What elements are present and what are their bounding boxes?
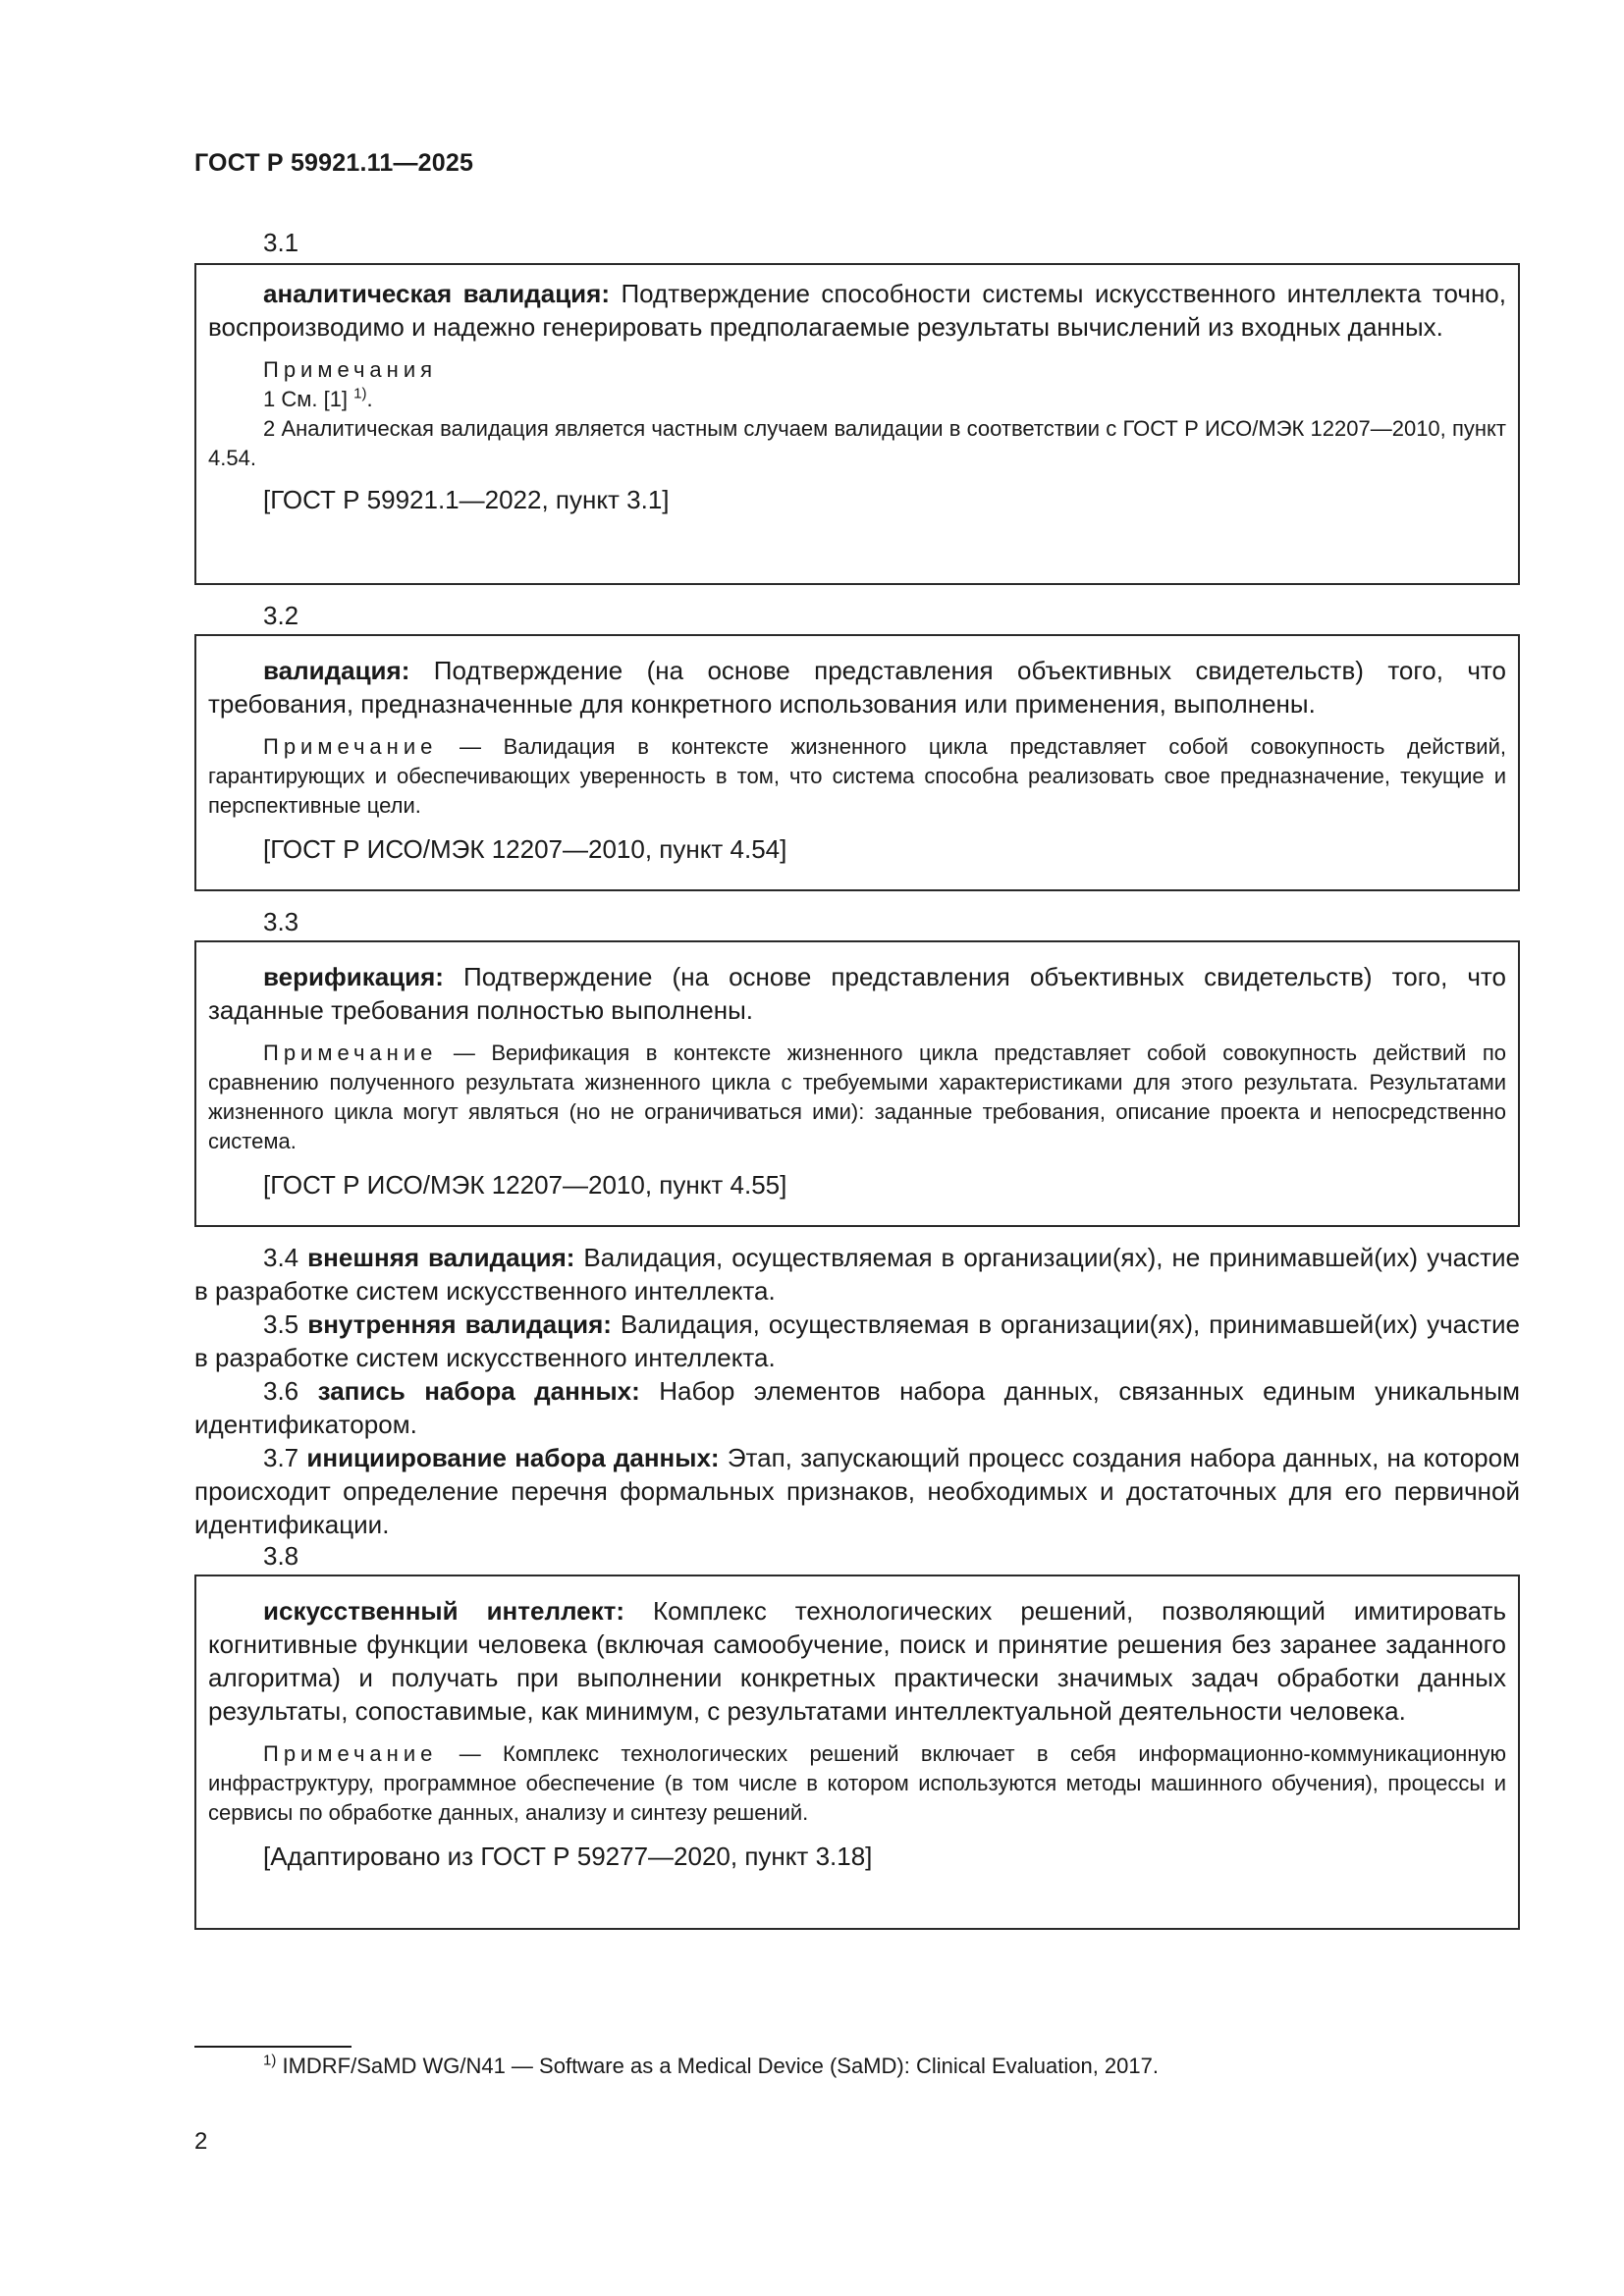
definition-text: Набор элементов набора данных, связанных единым уникальным идентификатором. <box>194 1376 1521 1439</box>
term-name: инициирование набора данных: <box>306 1443 720 1472</box>
note-text: — Комплекс технологических решений включает в себя информационно-коммуникационную инфраструктуру, программное обеспечение (в том числе в котором используются методы машинного обучения), процессы и сервисы по обработке данных, анализу и синтезу решений. <box>208 1741 1506 1825</box>
note-2: 2 Аналитическая валидация является частным случаем валидации в соответствии с ГОСТ Р ИСО/МЭК 12207—2010, пункт 4.54. <box>208 416 1506 470</box>
footnote-text: IMDRF/SaMD WG/N41 — Software as a Medical Device (SaMD): Clinical Evaluation, 2017. <box>282 2054 1159 2078</box>
definition-text: Этап, запускающий процесс создания набора данных, на котором происходит определение перечня формальных признаков, необходимых и достаточных для его первичной идентификации. <box>194 1443 1520 1539</box>
footnote-marker: 1) <box>263 2052 277 2069</box>
term-paragraph-3-4: 3.4 внешняя валидация: Валидация, осуществляемая в организации(ях), не принимавшей(их) участие в разработке систем искусственного интеллекта. <box>194 1243 1520 1306</box>
term-paragraph-3-6: 3.6 запись набора данных: Набор элементов набора данных, связанных единым уникальным идентификатором. <box>194 1376 1521 1439</box>
note-label: Примечание <box>263 1041 438 1065</box>
source-reference: [ГОСТ Р ИСО/МЭК 12207—2010, пункт 4.55] <box>263 1170 787 1200</box>
source-reference: [Адаптировано из ГОСТ Р 59277—2020, пункт 3.18] <box>263 1842 873 1871</box>
note-text: — Верификация в контексте жизненного цикла представляет собой совокупность действий по сравнению полученного результата жизненного цикла с требуемыми характеристиками для этого результата. Результатами жизненного цикла могут являться (но не ограничиваться ими): заданные требования, описание проекта и непосредственно система. <box>208 1041 1506 1153</box>
term-name: валидация: <box>263 656 410 685</box>
term-number-3-2: 3.2 <box>263 601 299 630</box>
footnote-ref: 1) <box>353 385 367 402</box>
definition-3-2 <box>208 654 1506 721</box>
term-name: запись набора данных: <box>317 1376 640 1406</box>
notes-heading: Примечания <box>263 357 438 382</box>
footnote <box>263 2054 1159 2079</box>
term-number-3-3: 3.3 <box>263 907 299 936</box>
term-name: аналитическая валидация: <box>263 279 610 308</box>
note <box>208 732 1506 821</box>
definition-text: Комплекс технологических решений, позволяющий имитировать когнитивные функции человека (включая самообучение, поиск и принятие решения без заранее заданного алгоритма) и получать при выполнении конкретных практически значимых задач обработки данных результаты, сопоставимые, как минимум, с результатами интеллектуальной деятельности человека. <box>208 1596 1506 1726</box>
note-1: 1 См. [1] $^{1)}$. <box>263 385 373 411</box>
term-box-3-3 <box>194 940 1520 1227</box>
source-reference: [ГОСТ Р ИСО/МЭК 12207—2010, пункт 4.54] <box>263 834 787 864</box>
note-label: Примечание <box>263 734 438 759</box>
definition-3-3 <box>208 960 1506 1027</box>
note <box>208 1039 1506 1156</box>
footnote-separator <box>194 2046 352 2048</box>
note-label: Примечание <box>263 1741 438 1766</box>
term-name: внутренняя валидация: <box>307 1309 612 1339</box>
term-number-3-1: 3.1 <box>263 228 299 257</box>
note <box>208 1739 1506 1828</box>
definition-text: Валидация, осуществляемая в организации(ях), принимавшей(их) участие в разработке систем искусственного интеллекта. <box>194 1309 1520 1372</box>
term-box-3-2 <box>194 634 1520 891</box>
term-box-3-8 <box>194 1575 1520 1930</box>
definition-text: Подтверждение (на основе представления объективных свидетельств) того, что заданные требования полностью выполнены. <box>208 962 1506 1025</box>
source-reference: [ГОСТ Р 59921.1—2022, пункт 3.1] <box>263 485 670 514</box>
note-text: — Валидация в контексте жизненного цикла представляет собой совокупность действий, гарантирующих и обеспечивающих уверенность в том, что система способна реализовать свое предназначение, текущие и перспективные цели. <box>208 734 1506 818</box>
definition-text: Подтверждение (на основе представления объективных свидетельств) того, что требования, предназначенные для конкретного использования или применения, выполнены. <box>208 656 1506 719</box>
definition-3-1 <box>208 277 1506 344</box>
term-name: внешняя валидация: <box>307 1243 575 1272</box>
term-name: верификация: <box>263 962 444 991</box>
definition-3-8 <box>208 1594 1506 1728</box>
document-id-header: ГОСТ Р 59921.11—2025 <box>194 149 474 177</box>
definition-text: Подтверждение способности системы искусственного интеллекта точно, воспроизводимо и надежно генерировать предполагаемые результаты вычислений из входных данных. <box>208 279 1506 342</box>
term-paragraph-3-7: 3.7 инициирование набора данных: Этап, запускающий процесс создания набора данных, на котором происходит определение перечня формальных признаков, необходимых и достаточных для его первичной идентификации. <box>194 1443 1520 1539</box>
term-name: искусственный интеллект: <box>263 1596 625 1626</box>
term-paragraph-3-5: 3.5 внутренняя валидация: Валидация, осуществляемая в организации(ях), принимавшей(их) участие в разработке систем искусственного интеллекта. <box>194 1309 1520 1372</box>
page-number: 2 <box>194 2128 208 2155</box>
term-number-3-8: 3.8 <box>263 1541 299 1571</box>
definition-text: Валидация, осуществляемая в организации(ях), не принимавшей(их) участие в разработке систем искусственного интеллекта. <box>194 1243 1520 1306</box>
term-box-3-1 <box>194 263 1520 585</box>
